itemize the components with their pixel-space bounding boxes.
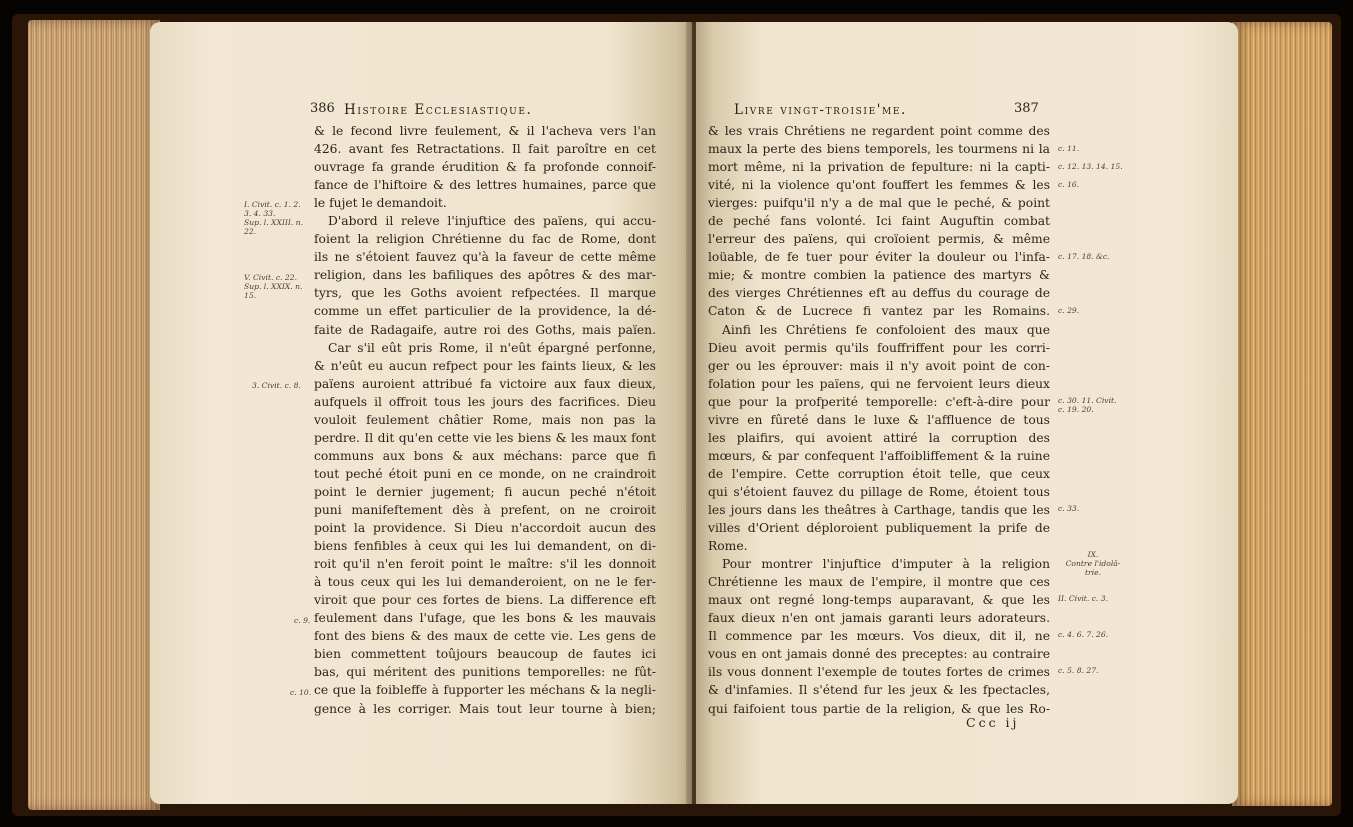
text-line: qui s'étoient fauvez du pillage de Rome, étoient tous	[708, 484, 1050, 499]
text-line: païens auroient attribué fa victoire aux faux dieux,	[314, 376, 656, 391]
text-line: les plaifirs, qui avoient attiré la corruption des	[708, 430, 1050, 445]
page-edges-right	[1232, 22, 1332, 806]
text-line: Car s'il eût pris Rome, il n'eût épargné perfonne,	[328, 340, 656, 355]
text-line: ouvrage fa grande érudition & fa profonde connoif-	[314, 160, 656, 175]
running-head-right: Livre vingt-troisie'me.	[734, 102, 907, 118]
signature-mark: Ccc ij	[966, 715, 1020, 730]
text-line: D'abord il releve l'injuftice des païens, qui accu-	[328, 214, 656, 229]
text-line: de peché fans volonté. Ici faint Auguftin combat	[708, 214, 1050, 229]
margin-note: c. 9.	[294, 616, 311, 625]
text-line: qui faifoient tous partie de la religion, & que les Ro-	[708, 701, 1050, 716]
text-line: foient la religion Chrétienne du fac de Rome, dont	[314, 232, 656, 247]
text-line: vivre en fûreté dans le luxe & l'affluence de tous	[708, 412, 1050, 427]
text-line: Ainfi les Chrétiens fe confoloient des maux que	[722, 322, 1050, 337]
text-line: faite de Radagaife, autre roi des Goths, mais païen.	[314, 322, 656, 337]
text-line: point le dernier jugement; fi aucun peché n'étoit	[314, 484, 656, 499]
body-text-right	[708, 122, 1050, 718]
text-line: tyrs, que les Goths avoient refpectées. Il marque	[314, 286, 656, 301]
text-line: viroit que pour ces fortes de biens. La difference eft	[314, 593, 656, 608]
margin-note: c. 11.	[1058, 144, 1080, 153]
text-line: Chrétienne les maux de l'empire, il montre que ces	[708, 575, 1050, 590]
left-page	[150, 22, 692, 804]
text-line: folation pour les païens, qui ne fervoient leurs dieux	[708, 376, 1050, 391]
text-line: religion, dans les bafiliques des apôtres & des mar-	[314, 268, 656, 283]
text-line: biens fenfibles à ceux qui les lui demandent, on di-	[314, 539, 656, 554]
text-line: bien commettent toûjours beaucoup de fautes ici	[314, 647, 656, 662]
margin-note: c. 33.	[1058, 504, 1080, 513]
text-line: ce que la foibleffe à fupporter les méchans & la negli-	[314, 683, 656, 698]
text-line: mort même, ni la privation de fepulture: ni la capti-	[708, 160, 1050, 175]
right-page	[696, 22, 1238, 804]
text-line: fance de l'hiftoire & des lettres humaines, parce que	[314, 178, 656, 193]
text-line: roit qu'il n'en feroit point le maître: s'il les donnoit	[314, 557, 656, 572]
text-line: mie; & montre combien la patience des martyrs &	[708, 268, 1050, 283]
text-line: aufquels il offroit tous les jours des facrifices. Dieu	[314, 394, 656, 409]
text-line: Dieu avoit permis qu'ils fouffriffent pour les corri-	[708, 340, 1050, 355]
text-line: les jours dans les theâtres à Carthage, tandis que les	[708, 502, 1050, 517]
text-line: communs aux bons & aux méchans: parce que fi	[314, 448, 656, 463]
text-line: de l'empire. Cette corruption étoit telle, que ceux	[708, 466, 1050, 481]
text-line: perdre. Il dit qu'en cette vie les biens & les maux font	[314, 430, 656, 445]
margin-note: c. 10.	[290, 688, 312, 697]
text-line: vierges: puifqu'il n'y a de mal que le peché, & point	[708, 196, 1050, 211]
text-line: Pour montrer l'injuftice d'imputer à la religion	[722, 557, 1050, 572]
margin-note: c. 12. 13. 14. 15.	[1058, 162, 1123, 171]
text-line: font des biens & des maux de cette vie. Les gens de	[314, 629, 656, 644]
margin-note: c. 29.	[1058, 306, 1080, 315]
margin-note: 3. Civit. c. 8.	[252, 381, 301, 390]
margin-note: II. Civit. c. 3.	[1058, 594, 1108, 603]
text-line: Rome.	[708, 539, 748, 554]
page-number-right: 387	[1014, 101, 1039, 116]
margin-note-section: IX. Contre l'idolâ- trie.	[1065, 550, 1121, 577]
text-line: & d'infamies. Il s'étend fur les jeux & les fpectacles,	[708, 683, 1050, 698]
text-line: tout peché étoit puni en ce monde, on ne craindroit	[314, 466, 656, 481]
text-line: & n'eût eu aucun refpect pour les faints lieux, & les	[314, 358, 656, 373]
text-line: maux ont regné long-temps auparavant, & que les	[708, 593, 1050, 608]
text-line: villes d'Orient déploroient publiquement la prife de	[708, 521, 1050, 536]
margin-note: c. 30. 11. Civit. c. 19. 20.	[1058, 396, 1117, 414]
running-head-left: Histoire Ecclesiastique.	[344, 102, 533, 118]
text-line: ils vous donnent l'exemple de toutes fortes de crimes	[708, 665, 1050, 680]
text-line: que pour la profperité temporelle: c'eft-à-dire pour	[708, 394, 1050, 409]
margin-note: V. Civit. c. 22. Sup. l. XXIX. n. 15.	[244, 273, 303, 300]
text-line: maux la perte des biens temporels, les tourmens ni la	[708, 142, 1050, 157]
text-line: Il commence par les mœurs. Vos dieux, dit il, ne	[708, 629, 1050, 644]
text-line: vité, ni la violence qu'ont fouffert les femmes & les	[708, 178, 1050, 193]
margin-note: c. 17. 18. &c.	[1058, 252, 1110, 261]
text-line: gence à les corriger. Mais tout leur tourne à bien;	[314, 701, 656, 716]
text-line: & les vrais Chrétiens ne regardent point comme des	[708, 124, 1050, 138]
text-line: des vierges Chrétiennes eft au deffus du courage de	[708, 286, 1050, 301]
text-line: bas, qui méritent des punitions temporelles: ne fût-	[314, 665, 656, 680]
text-line: faux dieux n'en ont jamais garanti leurs adorateurs.	[708, 611, 1050, 626]
text-line: à tous ceux qui les lui demanderoient, on ne le fer-	[314, 575, 656, 590]
text-line: vouloit feulement châtier Rome, mais non pas la	[314, 412, 656, 427]
text-line: point la providence. Si Dieu n'accordoit aucun des	[314, 521, 656, 536]
text-line: & le fecond livre feulement, & il l'acheva vers l'an	[314, 124, 656, 138]
text-line: l'erreur des païens, qui croïoient permis, & même	[708, 232, 1050, 247]
text-line: Caton & de Lucrece fi vantez par les Romains.	[708, 304, 1050, 319]
text-line: ils ne s'étoient fauvez qu'à la faveur de cette même	[314, 250, 656, 265]
text-line: feulement dans l'ufage, que les bons & les mauvais	[314, 611, 656, 626]
margin-note: c. 16.	[1058, 180, 1080, 189]
text-line: comme un effet particulier de la providence, la dé-	[314, 304, 656, 319]
text-line: le fujet le demandoit.	[314, 196, 447, 211]
text-line: vous en ont jamais donné des preceptes: au contraire	[708, 647, 1050, 662]
text-line: 426. avant fes Retractations. Il fait paroître en cet	[314, 142, 656, 157]
text-line: loüable, de fe tuer pour éviter la douleur ou l'infa-	[708, 250, 1050, 265]
body-text-left	[314, 122, 656, 718]
page-number-left: 386	[310, 101, 335, 116]
page-edges-left	[28, 20, 160, 810]
text-line: mœurs, & par confequent l'affoibliffement & la ruine	[708, 448, 1050, 463]
margin-note: I. Civit. c. 1. 2. 3. 4. 33. Sup. l. XXIII. n. 22.	[244, 200, 303, 236]
margin-note: c. 5. 8. 27.	[1058, 666, 1099, 675]
margin-note: c. 4. 6. 7. 26.	[1058, 630, 1109, 639]
text-line: ger ou les éprouver: mais il n'y avoit point de con-	[708, 358, 1050, 373]
text-line: puni manifeftement dès à prefent, on ne croiroit	[314, 502, 656, 517]
